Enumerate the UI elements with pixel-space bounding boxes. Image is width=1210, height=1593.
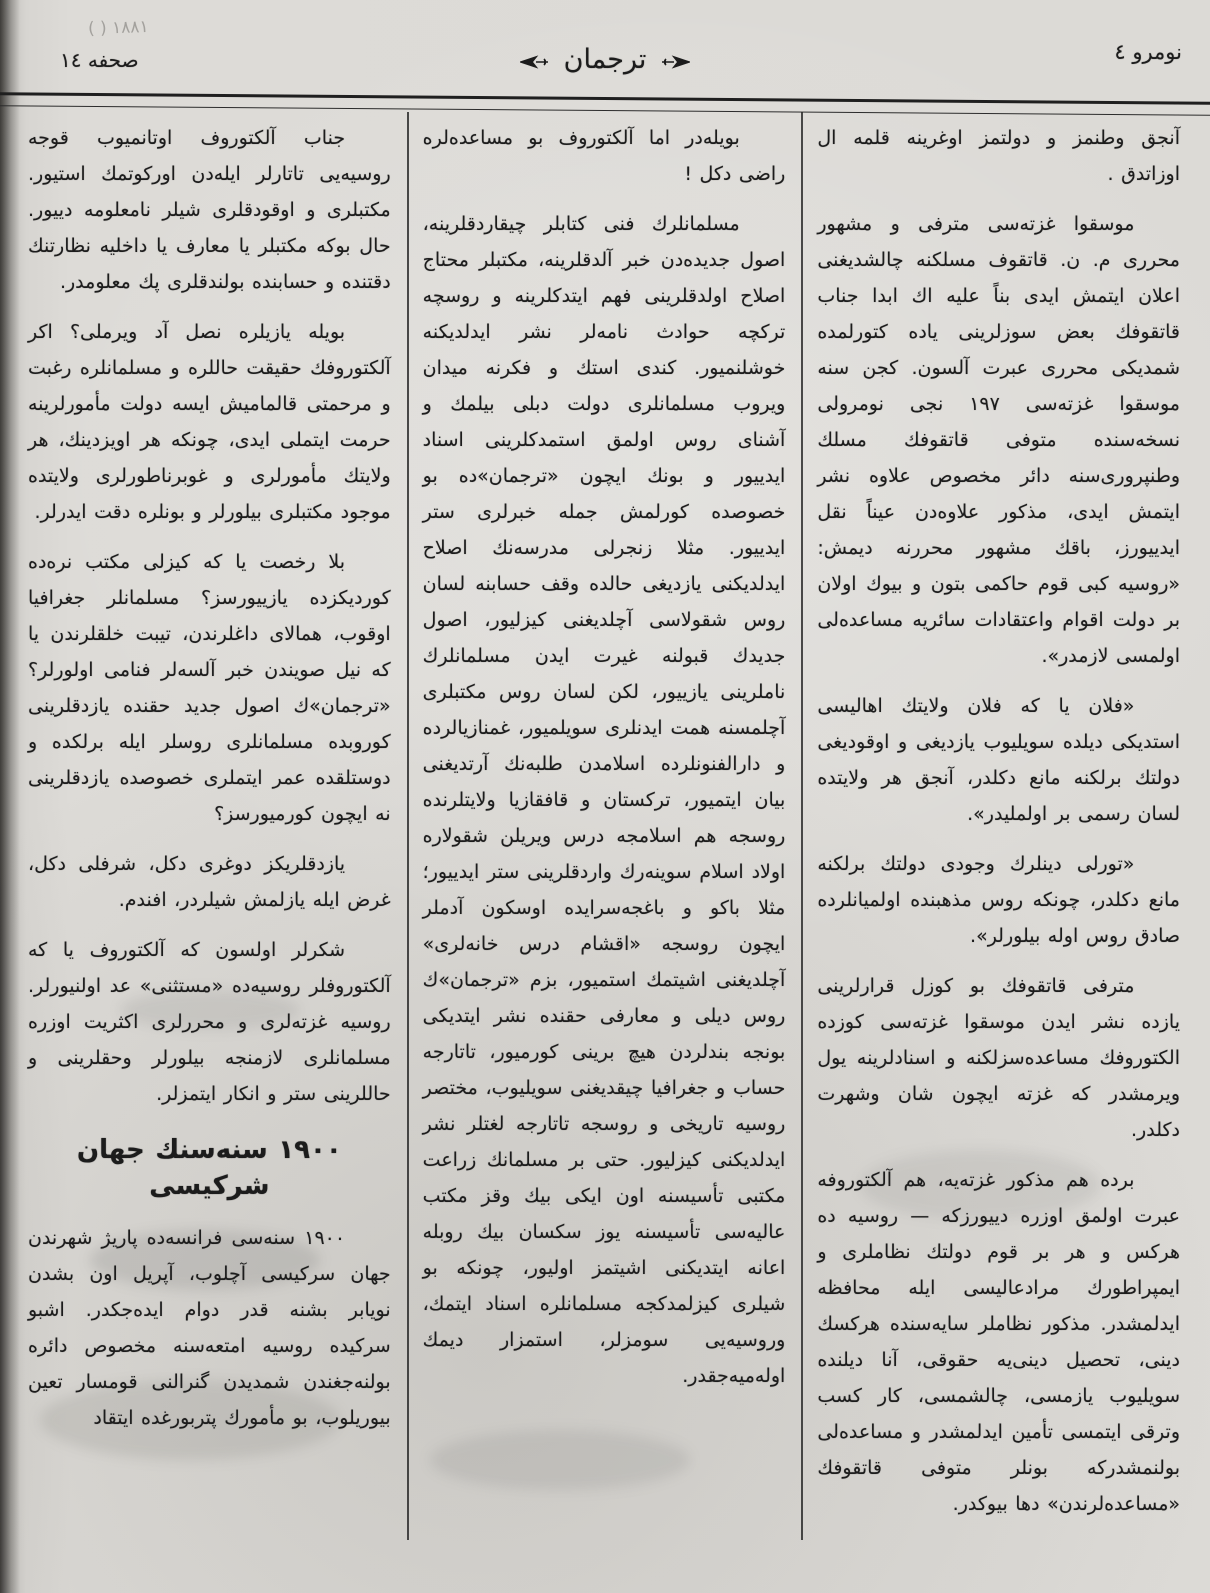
column-left xyxy=(14,112,409,1540)
fleuron-left-icon xyxy=(520,45,550,76)
issue-number-label: نومرو ٤ xyxy=(1114,40,1182,64)
paragraph: برده هم مذكور غزته‌يه، هم آلكتوروفه عبرت اولمق اوزره دييورزكه — روسيه ده هركس و هر بر قوم دولتك نظاملرى و ايمپراطورك مرادعاليسى ايله محافظه ايدلمشدر. مذكور نظاملر سايه‌سنده هركسك دينى، تحصيل دينى‌يه حقوقى، آنا ديلنده سويليوب يازمسى، چالشمسى، كار كسب وترقى ايتمسى تأمين ايدلمشدر و مساعده‌لى بولنمشدركه بونلر متوفى قاتقوفك «مساعده‌لرندن» دها بيوكدر. xyxy=(817,1169,1180,1515)
column-right xyxy=(803,112,1196,1540)
paragraph: آنجق وطنمز و دولتمز اوغرينه قلمه ال اوزاتدق . xyxy=(817,127,1180,185)
paragraph: «تورلى دينلرك وجودى دولتك برلكنه مانع دكلدر، چونكه روس مذهبنده اولميانلرده صادق روس اوله بيلورلر». xyxy=(817,853,1180,947)
paragraph: بويله‌در اما آلكتوروف بو مساعده‌لره راضى دكل ! xyxy=(422,127,786,185)
article-headline: ١٩٠٠ سنه‌سنك جهان شركيسى xyxy=(76,1135,342,1201)
paragraph: يازدقلريكز دوغرى دكل، شرفلى دكل، غرض ايله يازلمش شيلردر، افندم. xyxy=(27,853,391,911)
paragraph: مترفى قاتقوفك بو كوزل قرارلرينى يازده نشر ايدن موسقوا غزته‌سى كوزده الكتوروفك مساعده‌سزلكنه و اسنادلرينه يول ويرمشدر كه غزته ايچون شان وشهرت دكلدر. xyxy=(817,975,1180,1141)
page-number-label: صحفه ١٤ xyxy=(60,48,139,72)
paragraph: مسلمانلرك فنى كتابلر چيقاردقلرينه، اصول جديده‌دن خبر آلدقلرينه، مكتبلر محتاج اصلاح اولدقلرينى فهم ايتدكلرينه و روسچه تركچه حوادث نامه‌لر نشر ايدلديكنه خوشلنميور. كندى استك و فكرنه ميدان ويروب مسلمانلرى دولت دبلى بيلمك و آشناى روس اولمق استمدكلرينى اسناد ايدييور و بونك ايچون «ترجمان»ده بو خصوصده كورلمش جمله خبرلرى ستر ايدييور. مثلا زنجرلى مدرسه‌نك اصلاح ايدلديكنى يازديغى حالده وقف حسابنه لسان روس شقولاسى آچلديغنى كيزليور، اصول جديدك قبولنه غيرت ايدن مسلمانلرك ناملرينى يازييور، لكن لسان روس مكتبلرى آچلمسنه همت ايدنلرى سويلميور، غمنازيالرده و دارالفنونلرده اسلامدن طلبه‌نك آرتديغنى بيان ايتميور، تركستان و قافقازيا ولايتلرنده روسجه هم اسلامجه درس ويريلن شقولاره اولاد اسلام سوينه‌رك واردقلرينى ستر ايدييور؛ مثلا باكو و باغجه‌سرايده اوسكون آدملر ايچون روسجه «اقشام درس خانه‌لرى» آچلديغنى اشيتمك استميور، بزم «ترجمان»ك روس ديلى و معارفى حقنده نشر ايتديكى بونجه بندلردن هيچ برينى كورميور، تاتارجه حساب و جغرافيا چيقديغنى سويليوب، مختصر روسيه تاريخى و روسجه تاتارجه لغتلر نشر ايدلديكنى كيزليور. حتى بر مسلمانك زراعت مكتبى تأسيسنه اون ايكى بيك وقز مكتب عاليه‌سى تأسيسنه يوز سكسان بيك روبله اعانه ايتديكنى اشيتمز اوليور، چونكه بو شيلرى كيزلمدكجه مسلمانلره اسناد ايتمك، وروسيه‌يى سومزلر، استمزار ديمك اوله‌ميه‌جقدر. xyxy=(422,213,786,1387)
masthead-title: ترجمان xyxy=(563,44,647,75)
paragraph: موسقوا غزته‌سى مترفى و مشهور محررى م. ن. قاتقوف مسلكنه چالشديغنى اعلان ايتمش ايدى بناً عليه اك ابدا جناب قاتقوفك بعض سوزلرينى ياده كتورلمده شمديكى محررى عبرت آلسون. كجن سنه موسقوا غزته‌سى ١٩٧ نجى نومرولى نسخه‌سنده متوفى قاتقوفك مسلك وطنپرورى‌سنه دائر مخصوص علاوه نشر ايتمش ايدى، مذكور علاوه‌دن عيناً نقل ايدييورز، باقك مشهور محررنه ديمش: «روسيه كبى قوم حاكمى بتون و بيوك اولان بر دولت اقوام واعتقادات سائريه مساعده‌لى اولمسى لازمدر». xyxy=(817,213,1180,667)
pencil-annotation: ١٨٨١ ( ) xyxy=(87,16,149,40)
article-columns xyxy=(14,112,1196,1532)
fleuron-right-icon xyxy=(660,45,690,76)
paragraph: جناب آلكتوروف اوتانميوب قوجه روسيه‌يى تاتارلر ايله‌دن اوركوتمك استيور. مكتبلرى و اوقودقلرى شيلر نامعلومه دييور. حال بوكه مكتبلر يا معارف يا داخليه نظارتنك دقتنده و حسابنده بولندقلرى پك معلومدر. xyxy=(27,127,391,293)
paragraph: بويله يازيلره نصل آد ويرملى؟ اكر آلكتوروفك حقيقت حاللره و مسلمانلره رغبت و مرحمتى قالماميش ايسه دولت مأمورلرينه حرمت ايتملى ايدى، چونكه هر اويزدينك، هر ولايتك مأمورلرى و غوبرناطورلرى ولايتده موجود مكتبلرى بيلورلر و بونلره دقت ايدرلر. xyxy=(27,321,391,523)
masthead xyxy=(0,44,1210,76)
column-middle xyxy=(409,112,804,1540)
paragraph: ١٩٠٠ سنه‌سى فرانسه‌ده پاريژ شهرندن جهان سركيسى آچلوب، آپريل اون بشدن نويابر بشنه قدر دوام ايده‌جكدر. اشبو سركيده روسيه امتعه‌سنه مخصوص دائره بولنه‌جغندن شمديدن گنرالنى قومسار تعين بيوريلوب، بو مأمورك پتربورغده ايتقاد xyxy=(27,1227,391,1429)
paragraph: شكرلر اولسون كه آلكتوروف يا كه آلكتوروفلر روسيه‌ده «مستثنى» عد اولنيورلر. روسيه غزته‌لرى و محررلرى اكثريت اوزره مسلمانلرى لازمنجه بيلورلر وحقلرينى و حاللرينى ستر و انكار ايتمزلر. xyxy=(27,939,391,1105)
paragraph: «فلان يا كه فلان ولايتك اهاليسى استديكى ديلده سويليوب يازديغى و اوقوديغى دولتك برلكنه مانع دكلدر، آنجق هر ولايتده لسان رسمى بر اولمليدر». xyxy=(817,695,1180,825)
paragraph: بلا رخصت يا كه كيزلى مكتب نره‌ده كورديكزده يازييورسز؟ مسلمانلر جغرافيا اوقوب، همالاى داغلرندن، تيبت خلقلرندن يا كه نيل صويندن خبر آلسه‌لر فنامى اولورلر؟ «ترجمان»ك اصول جديد حقنده يازدقلرينى كوروبده مسلمانلرى روسلر ايله برلكده و دوستلقده عمر ايتملرى خصوصده يازدقلرينى نه ايچون كورميورسز؟ xyxy=(27,551,391,825)
page-header xyxy=(0,0,1210,100)
